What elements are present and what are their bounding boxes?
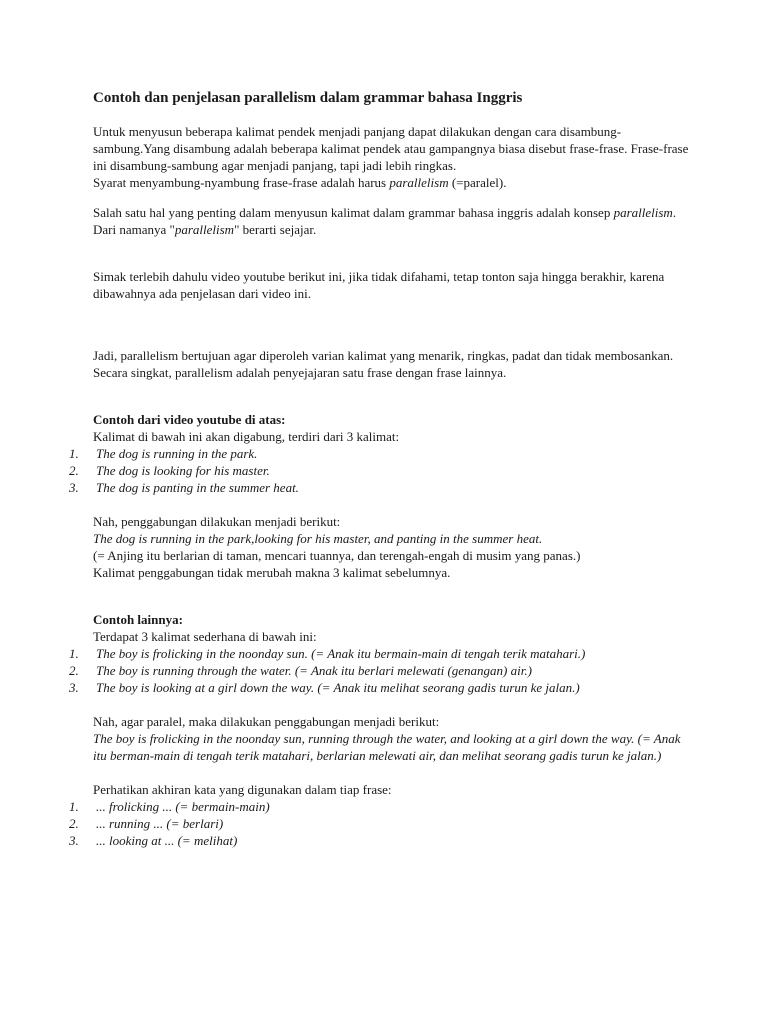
example2-list xyxy=(69,645,693,696)
list-item: 3. The boy is looking at a girl down the way. (= Anak itu melihat seorang gadis turun ke jalan.) xyxy=(69,680,580,695)
example2-combined-sentence: The boy is frolicking in the noonday sun, running through the water, and looking at a girl down the way. (= Anak itu berman-main di tengah terik matahari, berlarian melewati air, dan melihat seorang gadis turun ke jalan.) xyxy=(93,731,681,763)
document-page xyxy=(69,88,693,849)
list-item: 2. The boy is running through the water. (= Anak itu berlari melewati (genangan) air.) xyxy=(69,663,532,678)
parallelism-requirement: Syarat menyambung-nyambung frase-frase adalah harus parallelism (=paralel). xyxy=(93,175,507,190)
list-item: 3. The dog is panting in the summer heat. xyxy=(69,480,299,495)
list-item: 3. ... looking at ... (= melihat) xyxy=(69,833,238,848)
video-note: Simak terlebih dahulu video youtube berikut ini, jika tidak difahami, tetap tonton saja hingga berakhir, karena dibawahnya ada penjelasan dari video ini. xyxy=(93,269,665,301)
example1-heading: Contoh dari video youtube di atas: xyxy=(93,412,286,427)
endings-intro: Perhatikan akhiran kata yang digunakan dalam tiap frase: xyxy=(93,782,392,797)
document-title: Contoh dan penjelasan parallelism dalam grammar bahasa Inggris xyxy=(93,90,523,106)
example2-intro: Terdapat 3 kalimat sederhana di bawah ini: xyxy=(93,629,317,644)
example1-list xyxy=(69,445,693,496)
list-item: 1. The boy is frolicking in the noonday sun. (= Anak itu bermain-main di tengah terik matahari.) xyxy=(69,646,586,661)
list-item: 1. The dog is running in the park. xyxy=(69,446,258,461)
list-item: 1. ... frolicking ... (= bermain-main) xyxy=(69,799,270,814)
concept-paragraph: Salah satu hal yang penting dalam menyusun kalimat dalam grammar bahasa inggris adalah konsep parallelism. Dari namanya "parallelism" berarti sejajar. xyxy=(93,205,677,237)
example2-heading: Contoh lainnya: xyxy=(93,612,183,627)
example1-note: Kalimat penggabungan tidak merubah makna 3 kalimat sebelumnya. xyxy=(93,565,451,580)
example1-intro: Kalimat di bawah ini akan digabung, terdiri dari 3 kalimat: xyxy=(93,429,400,444)
endings-list xyxy=(69,798,693,849)
example1-combined-sentence: The dog is running in the park,looking for his master, and panting in the summer heat. xyxy=(93,531,543,546)
example2-combine-intro: Nah, agar paralel, maka dilakukan penggabungan menjadi berikut: xyxy=(93,714,440,729)
example1-translation: (= Anjing itu berlarian di taman, mencari tuannya, dan terengah-engah di musim yang panas.) xyxy=(93,548,581,563)
list-item: 2. ... running ... (= berlari) xyxy=(69,816,224,831)
summary-definition: Secara singkat, parallelism adalah penyejajaran satu frase dengan frase lainnya. xyxy=(93,365,507,380)
example1-combine-intro: Nah, penggabungan dilakukan menjadi berikut: xyxy=(93,514,341,529)
intro-paragraph: Untuk menyusun beberapa kalimat pendek menjadi panjang dapat dilakukan dengan cara disambung-sambung.Yang disambung adalah beberapa kalimat pendek atau gampangnya biasa disebut frase-frase. Frase-frase ini disambung-sambung agar menjadi panjang, tapi jadi lebih ringkas. xyxy=(93,124,689,173)
summary-paragraph: Jadi, parallelism bertujuan agar diperoleh varian kalimat yang menarik, ringkas, padat dan tidak membosankan. xyxy=(93,348,674,363)
list-item: 2. The dog is looking for his master. xyxy=(69,463,270,478)
